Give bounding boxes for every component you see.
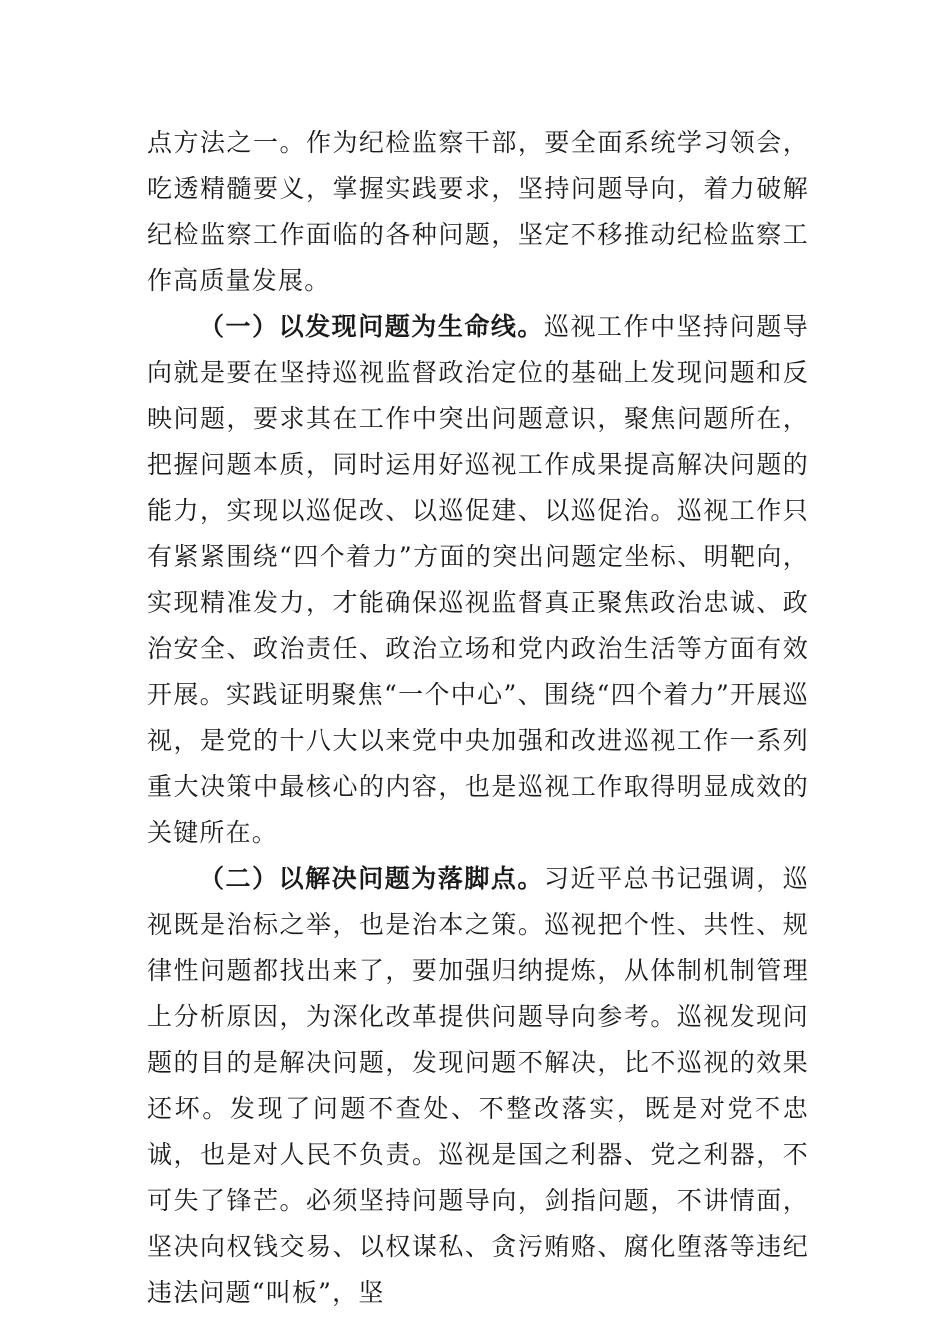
section-1-text: 巡视工作中坚持问题导向就是要在坚持巡视监督政治定位的基础上发现问题和反映问题，要求其在工作中突出问题意识，聚焦问题所在，把握问题本质，同时运用好巡视工作成果提高解决问题的能力，实现以巡促改、以巡促建、以巡促治。巡视工作只有紧紧围绕“四个着力”方面的突出问题定坐标、明靶向，实现精准发力，才能确保巡视监督真正聚焦政治忠诚、政治安全、政治责任、政治立场和党内政治生活等方面有效开展。实践证明聚焦“一个中心”、围绕“四个着力”开展巡视，是党的十八大以来党中央加强和改进巡视工作一系列重大决策中最核心的内容，也是巡视工作取得明显成效的关键所在。 (147, 312, 809, 847)
section-2-text: 习近平总书记强调，巡视既是治标之举，也是治本之策。巡视把个性、共性、规律性问题都找出来了，要加强归纳提炼，从体制机制管理上分析原因，为深化改革提供问题导向参考。巡视发现问题的目的是解决问题，发现问题不解决，比不巡视的效果还坏。发现了问题不查处、不整改落实，既是对党不忠诚，也是对人民不负责。巡视是国之利器、党之利器，不可失了锋芒。必须坚持问题导向，剑指问题，不讲情面，坚决向权钱交易、以权谋私、贪污贿赂、腐化堕落等违纪违法问题“叫板”，坚 (147, 864, 809, 1307)
paragraph-section-1 (147, 304, 809, 856)
paragraph-1-text: 点方法之一。作为纪检监察干部，要全面系统学习领会，吃透精髓要义，掌握实践要求，坚持问题导向，着力破解纪检监察工作面临的各种问题，坚定不移推动纪检监察工作高质量发展。 (147, 128, 809, 295)
paragraph-continuation (147, 120, 809, 304)
section-1-heading: （一）以发现问题为生命线。 (199, 312, 544, 341)
section-2-heading: （二）以解决问题为落脚点。 (199, 864, 544, 893)
paragraph-section-2 (147, 856, 809, 1316)
document-body (147, 120, 809, 1316)
